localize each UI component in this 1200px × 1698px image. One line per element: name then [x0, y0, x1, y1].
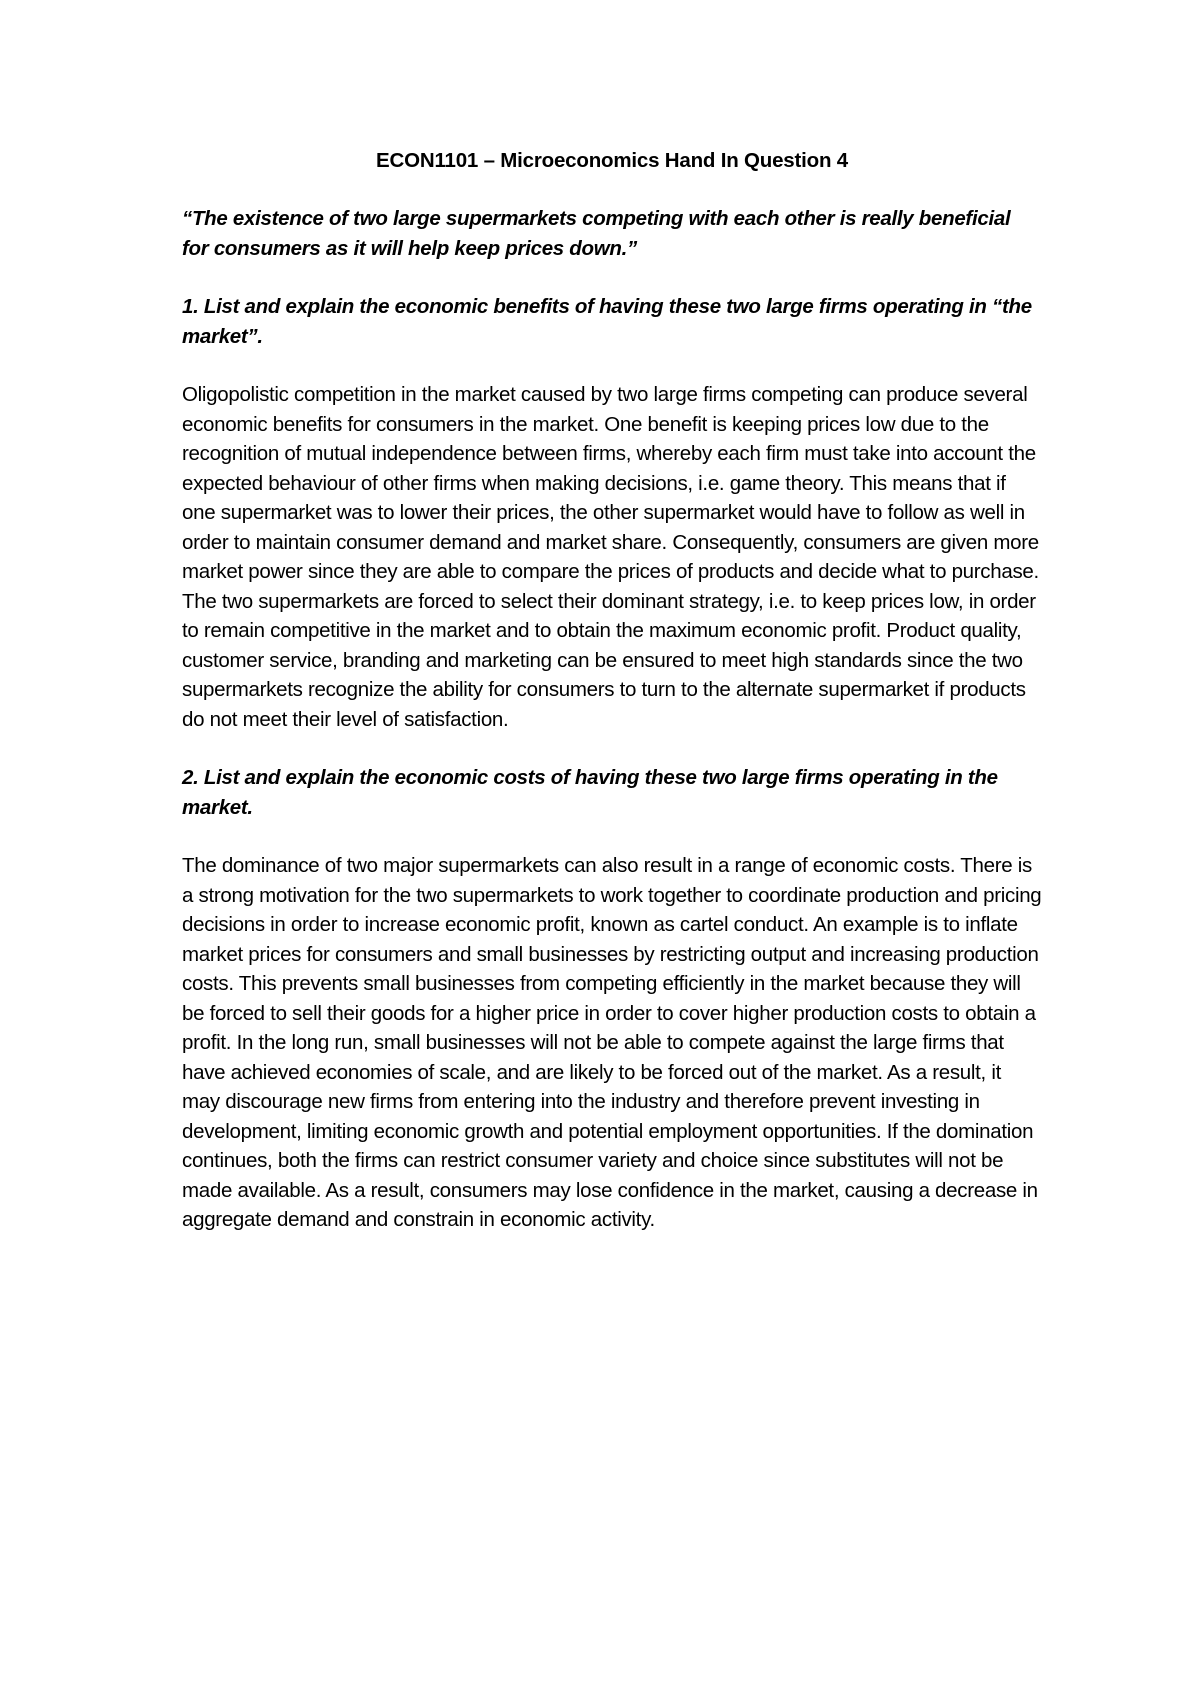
- question-2-prompt: 2. List and explain the economic costs of having these two large firms operating in the market.: [182, 766, 998, 819]
- document-body: [182, 146, 1042, 1235]
- question-1-answer: Oligopolistic competition in the market caused by two large firms competing can produce several economic benefits for consumers in the market. One benefit is keeping prices low due to the recognition of mutual independence between firms, whereby each firm must take into account the expected behaviour of other firms when making decisions, i.e. game theory. This means that if one supermarket was to lower their prices, the other supermarket would have to follow as well in order to maintain consumer demand and market share. Consequently, consumers are given more market power since they are able to compare the prices of products and decide what to purchase. The two supermarkets are forced to select their dominant strategy, i.e. to keep prices low, in order to remain competitive in the market and to obtain the maximum economic profit. Product quality, customer service, branding and marketing can be ensured to meet high standards since the two supermarkets recognize the ability for consumers to turn to the alternate supermarket if products do not meet their level of satisfaction.: [182, 383, 1039, 731]
- question-2-answer: The dominance of two major supermarkets can also result in a range of economic costs. There is a strong motivation for the two supermarkets to work together to coordinate production and pricing decisions in order to increase economic profit, known as cartel conduct. An example is to inflate market prices for consumers and small businesses by restricting output and increasing production costs. This prevents small businesses from competing efficiently in the market because they will be forced to sell their goods for a higher price in order to cover higher production costs to obtain a profit. In the long run, small businesses will not be able to compete against the large firms that have achieved economies of scale, and are likely to be forced out of the market. As a result, it may discourage new firms from entering into the industry and therefore prevent investing in development, limiting economic growth and potential employment opportunities. If the domination continues, both the firms can restrict consumer variety and choice since substitutes will not be made available. As a result, consumers may lose confidence in the market, causing a decrease in aggregate demand and constrain in economic activity.: [182, 854, 1042, 1231]
- question-1-prompt: 1. List and explain the economic benefits of having these two large firms operating in “the market”.: [182, 295, 1032, 348]
- prompt-quote: “The existence of two large supermarkets competing with each other is really beneficial for consumers as it will help keep prices down.”: [182, 207, 1011, 260]
- document-title: ECON1101 – Microeconomics Hand In Question 4: [376, 149, 848, 172]
